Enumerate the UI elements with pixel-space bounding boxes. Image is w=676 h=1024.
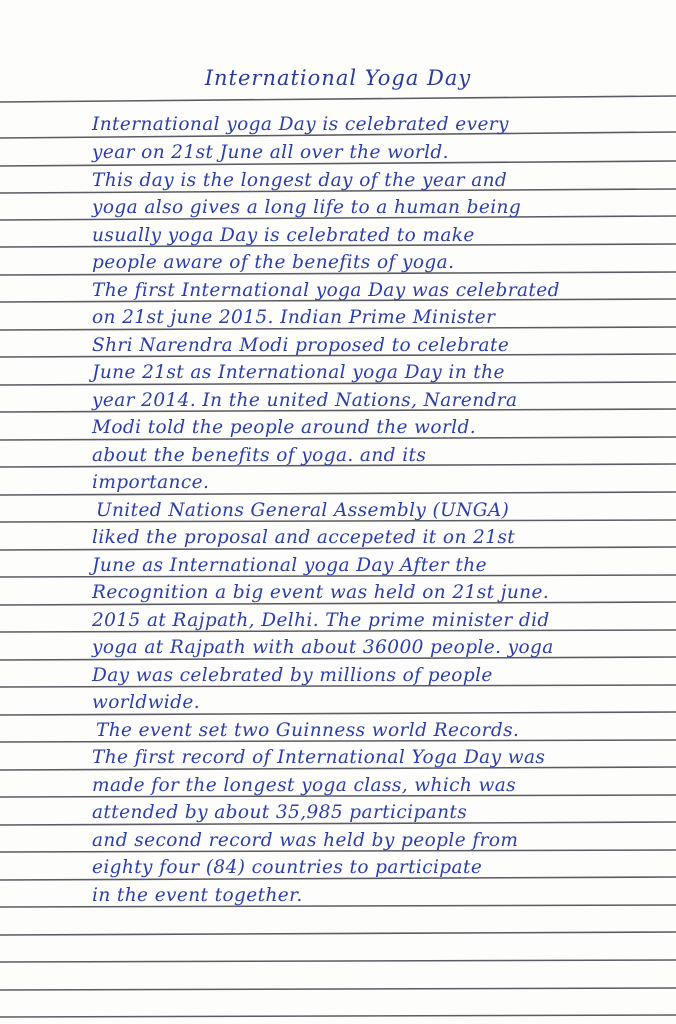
text-line: attended by about 35,985 participants xyxy=(92,802,468,823)
text-line: The first International yoga Day was celebrated xyxy=(92,280,560,301)
text-line: year on 21st June all over the world. xyxy=(92,142,449,163)
text-line: United Nations General Assembly (UNGA) xyxy=(96,500,510,521)
text-line: International yoga Day is celebrated every xyxy=(92,114,509,135)
text-line: June 21st as International yoga Day in the xyxy=(92,362,505,383)
text-line: in the event together. xyxy=(92,885,303,906)
text-line: usually yoga Day is celebrated to make xyxy=(92,225,475,246)
text-line: yoga at Rajpath with about 36000 people. yoga xyxy=(92,637,554,658)
text-line: year 2014. In the united Nations, Narendra xyxy=(92,390,518,411)
text-line: The first record of International Yoga Day was xyxy=(92,747,546,768)
text-line: Recognition a big event was held on 21st june. xyxy=(92,582,550,603)
text-line: people aware of the benefits of yoga. xyxy=(92,252,455,273)
page-title: International Yoga Day xyxy=(204,66,472,90)
text-line: Shri Narendra Modi proposed to celebrate xyxy=(92,335,510,356)
text-line: yoga also gives a long life to a human being xyxy=(92,197,522,218)
text-line: liked the proposal and accepeted it on 21st xyxy=(92,527,516,548)
text-line: worldwide. xyxy=(92,692,200,713)
text-line: importance. xyxy=(92,472,210,493)
text-line: The event set two Guinness world Records. xyxy=(96,720,520,741)
text-line: about the benefits of yoga. and its xyxy=(92,445,427,466)
text-line: eighty four (84) countries to participate xyxy=(92,857,483,878)
text-line: made for the longest yoga class, which was xyxy=(92,775,517,796)
text-line: on 21st june 2015. Indian Prime Minister xyxy=(92,307,496,328)
text-line: June as International yoga Day After the xyxy=(92,555,487,576)
text-line: This day is the longest day of the year and xyxy=(92,170,508,191)
text-line: 2015 at Rajpath, Delhi. The prime minister did xyxy=(92,610,550,631)
text-line: and second record was held by people from xyxy=(92,830,519,851)
text-line: Modi told the people around the world. xyxy=(92,417,477,438)
text-line: Day was celebrated by millions of people xyxy=(92,665,493,686)
